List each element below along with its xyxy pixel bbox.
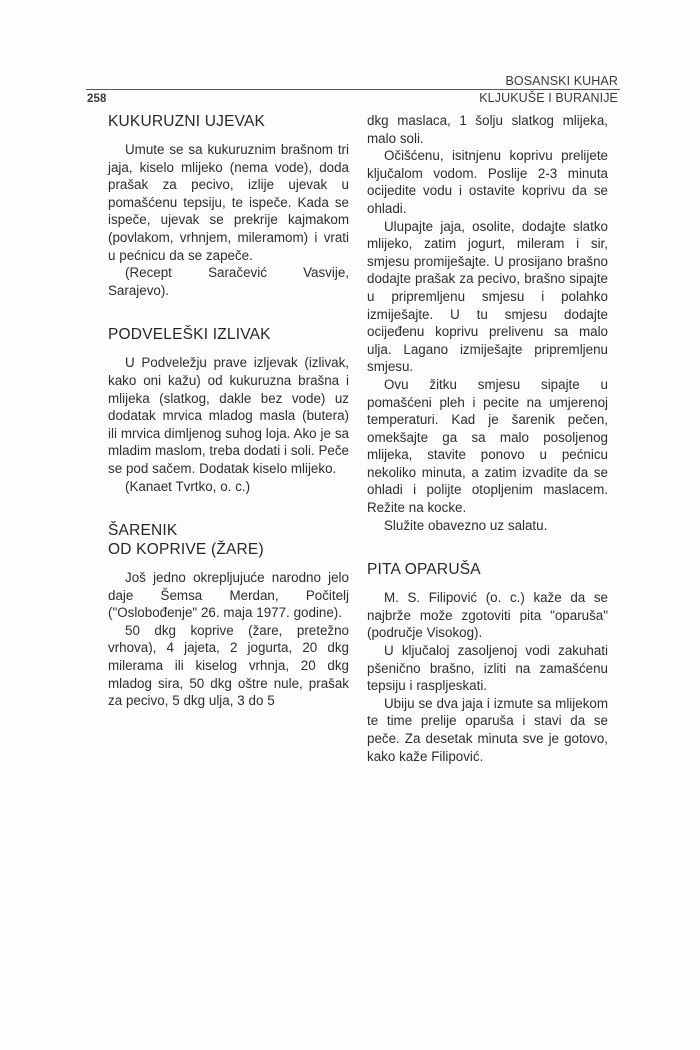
recipe-paragraph: Ulupajte jaja, osolite, dodajte slatko mlijeko, zatim jogurt, mileram i sir, smjesu promiješajte. U prosijano brašno dodajte prašak za pecivo, brašno sipajte u pripremljenu smjesu i polahko izmiješajte. U tu smjesu dodajte ocijeđenu koprivu prelivenu sa malo ulja. Lagano izmiješajte pripremljenu smjesu. — [367, 218, 608, 375]
recipe-sarenik-continuation — [367, 112, 608, 534]
recipe-kukuruzni-ujevak — [108, 112, 349, 299]
recipe-title-line-2: OD KOPRIVE (ŽARE) — [108, 541, 264, 559]
recipe-title-line-1: ŠARENIK — [108, 522, 178, 540]
recipe-ingredients: 50 dkg koprive (žare, pretežno vrhova), 4 jajeta, 2 jogurta, 20 dkg milerama ili kiselog vrhnja, 20 dkg mladog sira, 50 dkg oštre nule, prašak za pecivo, 5 dkg ulja, 3 do 5 — [108, 622, 349, 709]
recipe-paragraph: U Podveležju prave izljevak (izlivak, kako oni kažu) od kukuruzna brašna i mlijeka (slatkog, dakle bez vode) uz dodatak mrvica mladog masla (butera) ili mrvica dimljenog suhog loja. Ako je sa mladim maslom, treba dodati i soli. Peče se pod sačem. Dodatak kiselo mlijeko. — [108, 355, 349, 476]
running-head — [86, 74, 620, 107]
recipe-title-kukuruzni-ujevak: KUKURUZNI UJEVAK — [108, 113, 266, 130]
right-column — [367, 112, 608, 765]
left-column — [108, 112, 349, 765]
recipe-paragraph: Očišćenu, isitnjenu koprivu prelijete ključalom vodom. Poslije 2-3 minuta ocijedite vodu i ostavite koprivu da se ohladi. — [367, 148, 608, 216]
recipe-sarenik-od-koprive — [108, 521, 349, 710]
section-spacer — [367, 534, 608, 560]
recipe-source-note: (Kanaet Tvrtko, o. c.) — [125, 478, 251, 494]
section-spacer — [108, 495, 349, 521]
recipe-title-sarenik-od-koprive — [108, 521, 349, 559]
recipe-paragraph: Ovu žitku smjesu sipajte u pomašćeni pleh i pecite na umjerenoj temperaturi. Kad je šarenik pečen, omekšajte ga sa malo posoljenog mlijeka, stavite ponovo u pećnicu nekoliko minuta, a zatim izvadite da se ohladi i polijte otopljenim maslacem. Režite na kocke. — [367, 376, 608, 516]
recipe-title-podveleski-izlivak: PODVELEŠKI IZLIVAK — [108, 326, 271, 344]
recipe-paragraph: Još jedno okrepljujuće narodno jelo daje Šemsa Merdan, Počitelj ("Oslobođenje" 26. maja 1977. godine). — [108, 570, 349, 621]
section-spacer — [108, 299, 349, 325]
recipe-paragraph: Umute se sa kukuruznim brašnom tri jaja, kiselo mlijeko (nema vode), doda prašak za pecivo, izlije ujevak u pomašćenu tepsiju, te ispeče. Kada se ispeče, ujevak se prekrije kajmakom (povlakom, vrhnjem, mileramom) i vrati u pećnicu da se zapeče. — [108, 142, 349, 263]
recipe-serving-note: Služite obavezno uz salatu. — [384, 517, 548, 533]
recipe-podveleski-izlivak — [108, 325, 349, 495]
recipe-paragraph: Ubiju se dva jaja i izmute sa mlijekom te time prelije oparuša i stavi da se peče. Za desetak minuta sve je gotovo, kako kaže Filipović. — [367, 695, 608, 764]
page-content — [87, 0, 618, 1050]
page-number: 258 — [87, 93, 107, 105]
recipe-paragraph: M. S. Filipović (o. c.) kaže da se najbrže može zgotoviti pita "oparuša" (područje Visokog). — [367, 590, 608, 641]
section-title: KLJUKUŠE I BURANIJE — [479, 91, 618, 105]
book-title: BOSANSKI KUHAR — [505, 74, 618, 88]
two-column-body — [108, 112, 608, 765]
recipe-ingredients-continued: dkg maslaca, 1 šolju slatkog mlijeka, malo soli. — [367, 113, 608, 146]
recipe-paragraph: U ključaloj zasoljenoj vodi zakuhati pšenično brašno, izliti na zamašćenu tepsiju i raspljeskati. — [367, 643, 608, 694]
recipe-pita-oparusa — [367, 560, 608, 765]
recipe-source-note: (Recept Saračević Vasvije, Sarajevo). — [108, 265, 349, 298]
recipe-title-pita-oparusa: PITA OPARUŠA — [367, 561, 481, 579]
